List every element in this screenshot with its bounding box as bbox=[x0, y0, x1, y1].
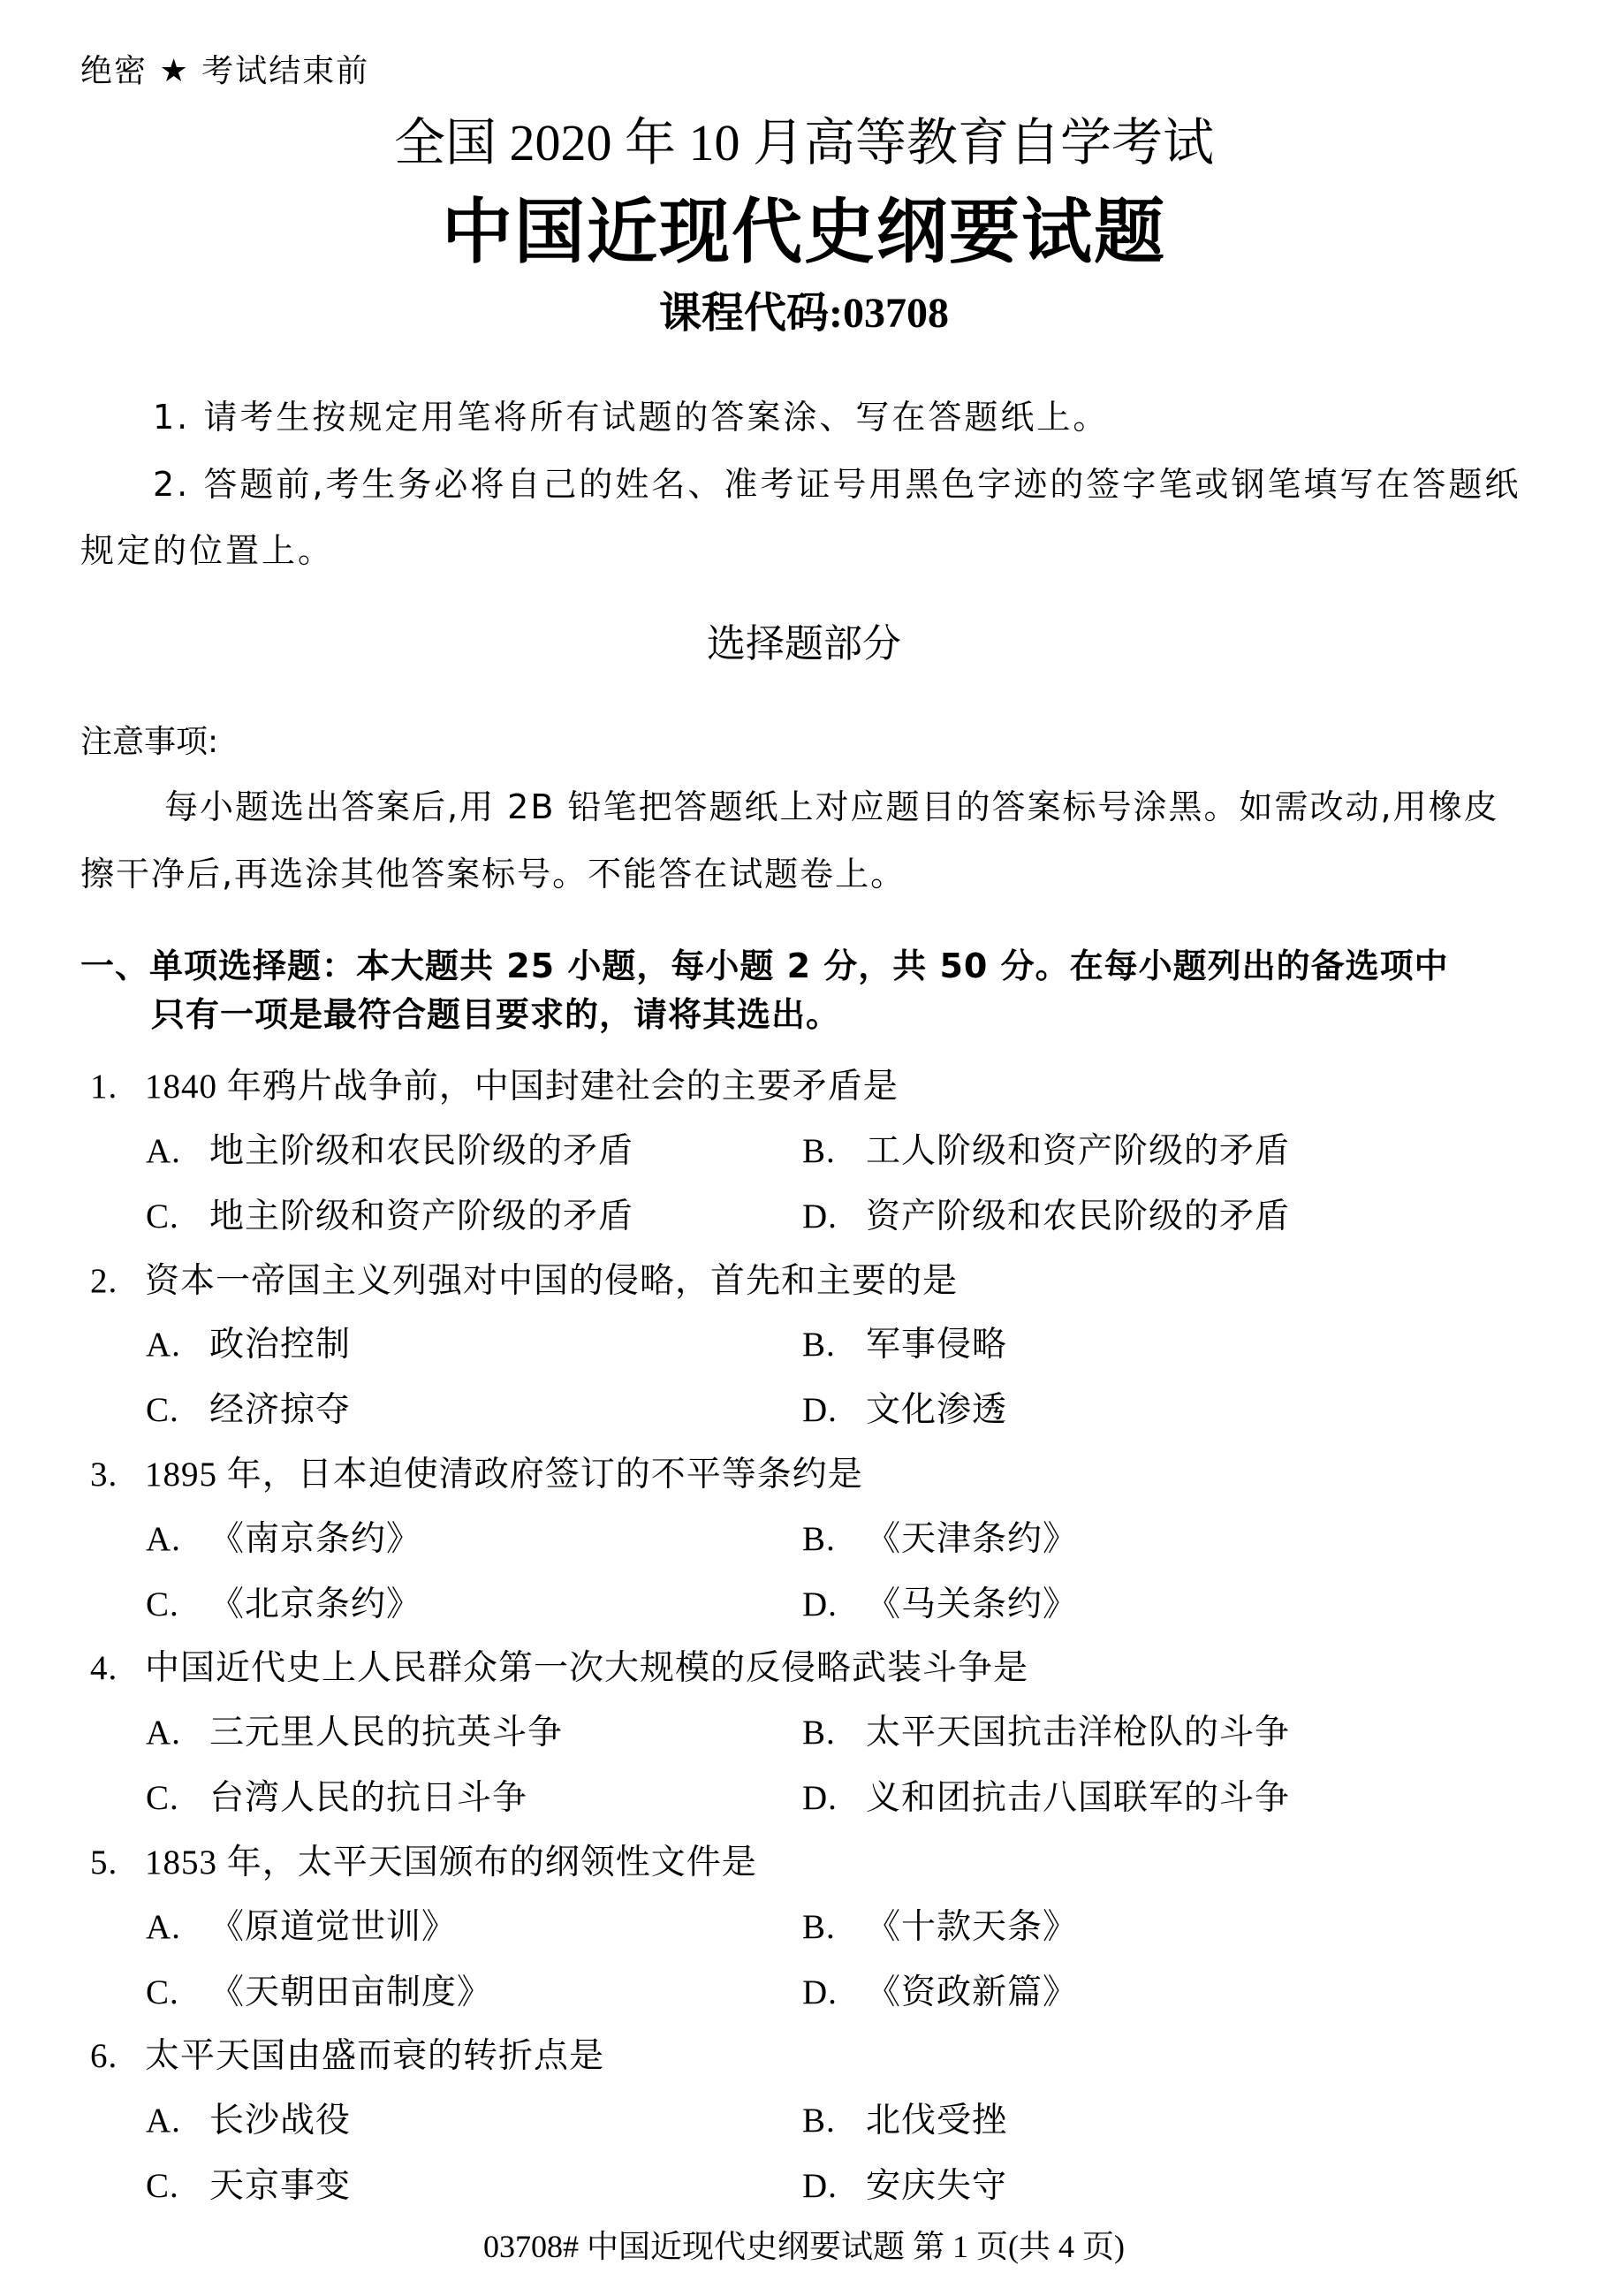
question-number: 4. bbox=[90, 1649, 118, 1687]
option-4d bbox=[802, 1776, 1290, 1821]
option-5b bbox=[802, 1905, 1078, 1950]
option-6a bbox=[146, 2099, 351, 2143]
notice-line-2: 擦干净后,再选涂其他答案标号。不能答在试题卷上。 bbox=[80, 855, 906, 893]
option-letter: D. bbox=[802, 1779, 838, 1817]
option-text: 《南京条约》 bbox=[209, 1520, 422, 1558]
page-footer: 03708# 中国近现代史纲要试题 第 1 页(共 4 页) bbox=[483, 2229, 1125, 2264]
option-1d bbox=[802, 1195, 1290, 1239]
question-stem: 资本一帝国主义列强对中国的侵略，首先和主要的是 bbox=[145, 1262, 959, 1300]
option-2a bbox=[146, 1323, 351, 1367]
part-one-heading-line-2: 只有一项是最符合题目要求的，请将其选出。 bbox=[151, 995, 841, 1034]
option-letter: B. bbox=[802, 1908, 836, 1946]
option-1c bbox=[146, 1195, 633, 1239]
option-text: 天京事变 bbox=[209, 2167, 352, 2205]
option-4b bbox=[802, 1711, 1290, 1755]
question-stem: 太平天国由盛而衰的转折点是 bbox=[145, 2037, 605, 2075]
question-4 bbox=[90, 1646, 1028, 1691]
question-number: 2. bbox=[90, 1262, 118, 1300]
option-1b bbox=[802, 1129, 1290, 1174]
option-letter: A. bbox=[146, 1520, 181, 1558]
option-letter: D. bbox=[802, 2167, 838, 2205]
question-1 bbox=[90, 1065, 899, 1109]
question-stem: 1895 年，日本迫使清政府签订的不平等条约是 bbox=[145, 1456, 863, 1494]
option-letter: A. bbox=[146, 1714, 181, 1752]
instruction-2: 2. 答题前,考生务必将自己的姓名、准考证号用黑色字迹的签字笔或钢笔填写在答题纸 bbox=[153, 465, 1521, 504]
subject-title: 中国近现代史纲要试题 bbox=[442, 191, 1166, 273]
option-6b bbox=[802, 2099, 1007, 2143]
part-one-heading-line-1: 一、单项选择题：本大题共 25 小题，每小题 2 分，共 50 分。在每小题列出的备选项中 bbox=[80, 947, 1449, 985]
option-text: 政治控制 bbox=[209, 1326, 352, 1364]
option-letter: C. bbox=[146, 1585, 179, 1623]
option-text: 《马关条约》 bbox=[866, 1585, 1079, 1623]
option-text: 台湾人民的抗日斗争 bbox=[209, 1779, 528, 1817]
option-letter: A. bbox=[146, 1908, 181, 1946]
option-text: 地主阶级和农民阶级的矛盾 bbox=[209, 1132, 634, 1170]
exam-title: 全国 2020 年 10 月高等教育自学考试 bbox=[393, 114, 1214, 171]
option-text: 长沙战役 bbox=[209, 2102, 352, 2140]
option-text: 文化渗透 bbox=[866, 1391, 1008, 1429]
option-letter: B. bbox=[802, 1326, 836, 1364]
notice-label: 注意事项: bbox=[80, 724, 219, 760]
question-3 bbox=[90, 1453, 863, 1497]
option-2b bbox=[802, 1323, 1007, 1367]
option-text: 《十款天条》 bbox=[866, 1908, 1079, 1946]
option-letter: C. bbox=[146, 1973, 179, 2011]
option-2d bbox=[802, 1388, 1007, 1433]
option-3d bbox=[802, 1583, 1078, 1627]
option-text: 军事侵略 bbox=[866, 1326, 1008, 1364]
option-text: 《原道觉世训》 bbox=[209, 1908, 458, 1946]
option-letter: D. bbox=[802, 1197, 838, 1235]
option-text: 义和团抗击八国联军的斗争 bbox=[866, 1779, 1291, 1817]
confidential-mark: 绝密 ★ 考试结束前 bbox=[80, 53, 370, 89]
option-letter: D. bbox=[802, 1973, 838, 2011]
question-number: 5. bbox=[90, 1844, 118, 1882]
instruction-1: 1. 请考生按规定用笔将所有试题的答案涂、写在答题纸上。 bbox=[153, 398, 1110, 437]
option-text: 经济掠夺 bbox=[209, 1391, 352, 1429]
option-3a bbox=[146, 1517, 421, 1562]
option-letter: C. bbox=[146, 1197, 179, 1235]
option-letter: D. bbox=[802, 1585, 838, 1623]
question-5 bbox=[90, 1841, 757, 1885]
question-number: 6. bbox=[90, 2037, 118, 2075]
option-text: 太平天国抗击洋枪队的斗争 bbox=[866, 1714, 1291, 1752]
option-5a bbox=[146, 1905, 457, 1950]
option-letter: B. bbox=[802, 2102, 836, 2140]
option-1a bbox=[146, 1129, 633, 1174]
option-text: 地主阶级和资产阶级的矛盾 bbox=[209, 1197, 634, 1235]
option-3b bbox=[802, 1517, 1078, 1562]
option-text: 工人阶级和资产阶级的矛盾 bbox=[866, 1132, 1291, 1170]
question-stem: 1840 年鸦片战争前，中国封建社会的主要矛盾是 bbox=[145, 1068, 899, 1106]
option-text: 《资政新篇》 bbox=[866, 1973, 1079, 2011]
option-2c bbox=[146, 1388, 351, 1433]
option-6c bbox=[146, 2164, 351, 2209]
notice-line-1: 每小题选出答案后,用 2B 铅笔把答题纸上对应题目的答案标号涂黑。如需改动,用橡皮 bbox=[164, 787, 1499, 826]
instruction-2-continued: 规定的位置上。 bbox=[80, 531, 335, 570]
option-letter: C. bbox=[146, 1779, 179, 1817]
option-letter: A. bbox=[146, 1326, 181, 1364]
option-text: 资产阶级和农民阶级的矛盾 bbox=[866, 1197, 1291, 1235]
question-number: 1. bbox=[90, 1068, 118, 1106]
option-4c bbox=[146, 1776, 527, 1821]
option-3c bbox=[146, 1583, 421, 1627]
section-title: 选择题部分 bbox=[707, 621, 901, 666]
option-text: 《北京条约》 bbox=[209, 1585, 422, 1623]
option-letter: C. bbox=[146, 2167, 179, 2205]
option-letter: B. bbox=[802, 1520, 836, 1558]
option-text: 《天朝田亩制度》 bbox=[209, 1973, 493, 2011]
option-6d bbox=[802, 2164, 1007, 2209]
option-4a bbox=[146, 1711, 563, 1755]
option-letter: B. bbox=[802, 1714, 836, 1752]
option-letter: C. bbox=[146, 1391, 179, 1429]
option-text: 安庆失守 bbox=[866, 2167, 1008, 2205]
question-number: 3. bbox=[90, 1456, 118, 1494]
option-text: 三元里人民的抗英斗争 bbox=[209, 1714, 564, 1752]
option-letter: D. bbox=[802, 1391, 838, 1429]
question-6 bbox=[90, 2034, 604, 2079]
question-stem: 1853 年，太平天国颁布的纲领性文件是 bbox=[145, 1844, 757, 1882]
question-2 bbox=[90, 1259, 958, 1304]
option-5d bbox=[802, 1971, 1078, 2015]
option-text: 《天津条约》 bbox=[866, 1520, 1079, 1558]
option-5c bbox=[146, 1971, 492, 2015]
option-letter: B. bbox=[802, 1132, 836, 1170]
option-letter: A. bbox=[146, 2102, 181, 2140]
option-text: 北伐受挫 bbox=[866, 2102, 1008, 2140]
course-code: 课程代码:03708 bbox=[659, 290, 949, 337]
option-letter: A. bbox=[146, 1132, 181, 1170]
question-stem: 中国近代史上人民群众第一次大规模的反侵略武装斗争是 bbox=[145, 1649, 1029, 1687]
